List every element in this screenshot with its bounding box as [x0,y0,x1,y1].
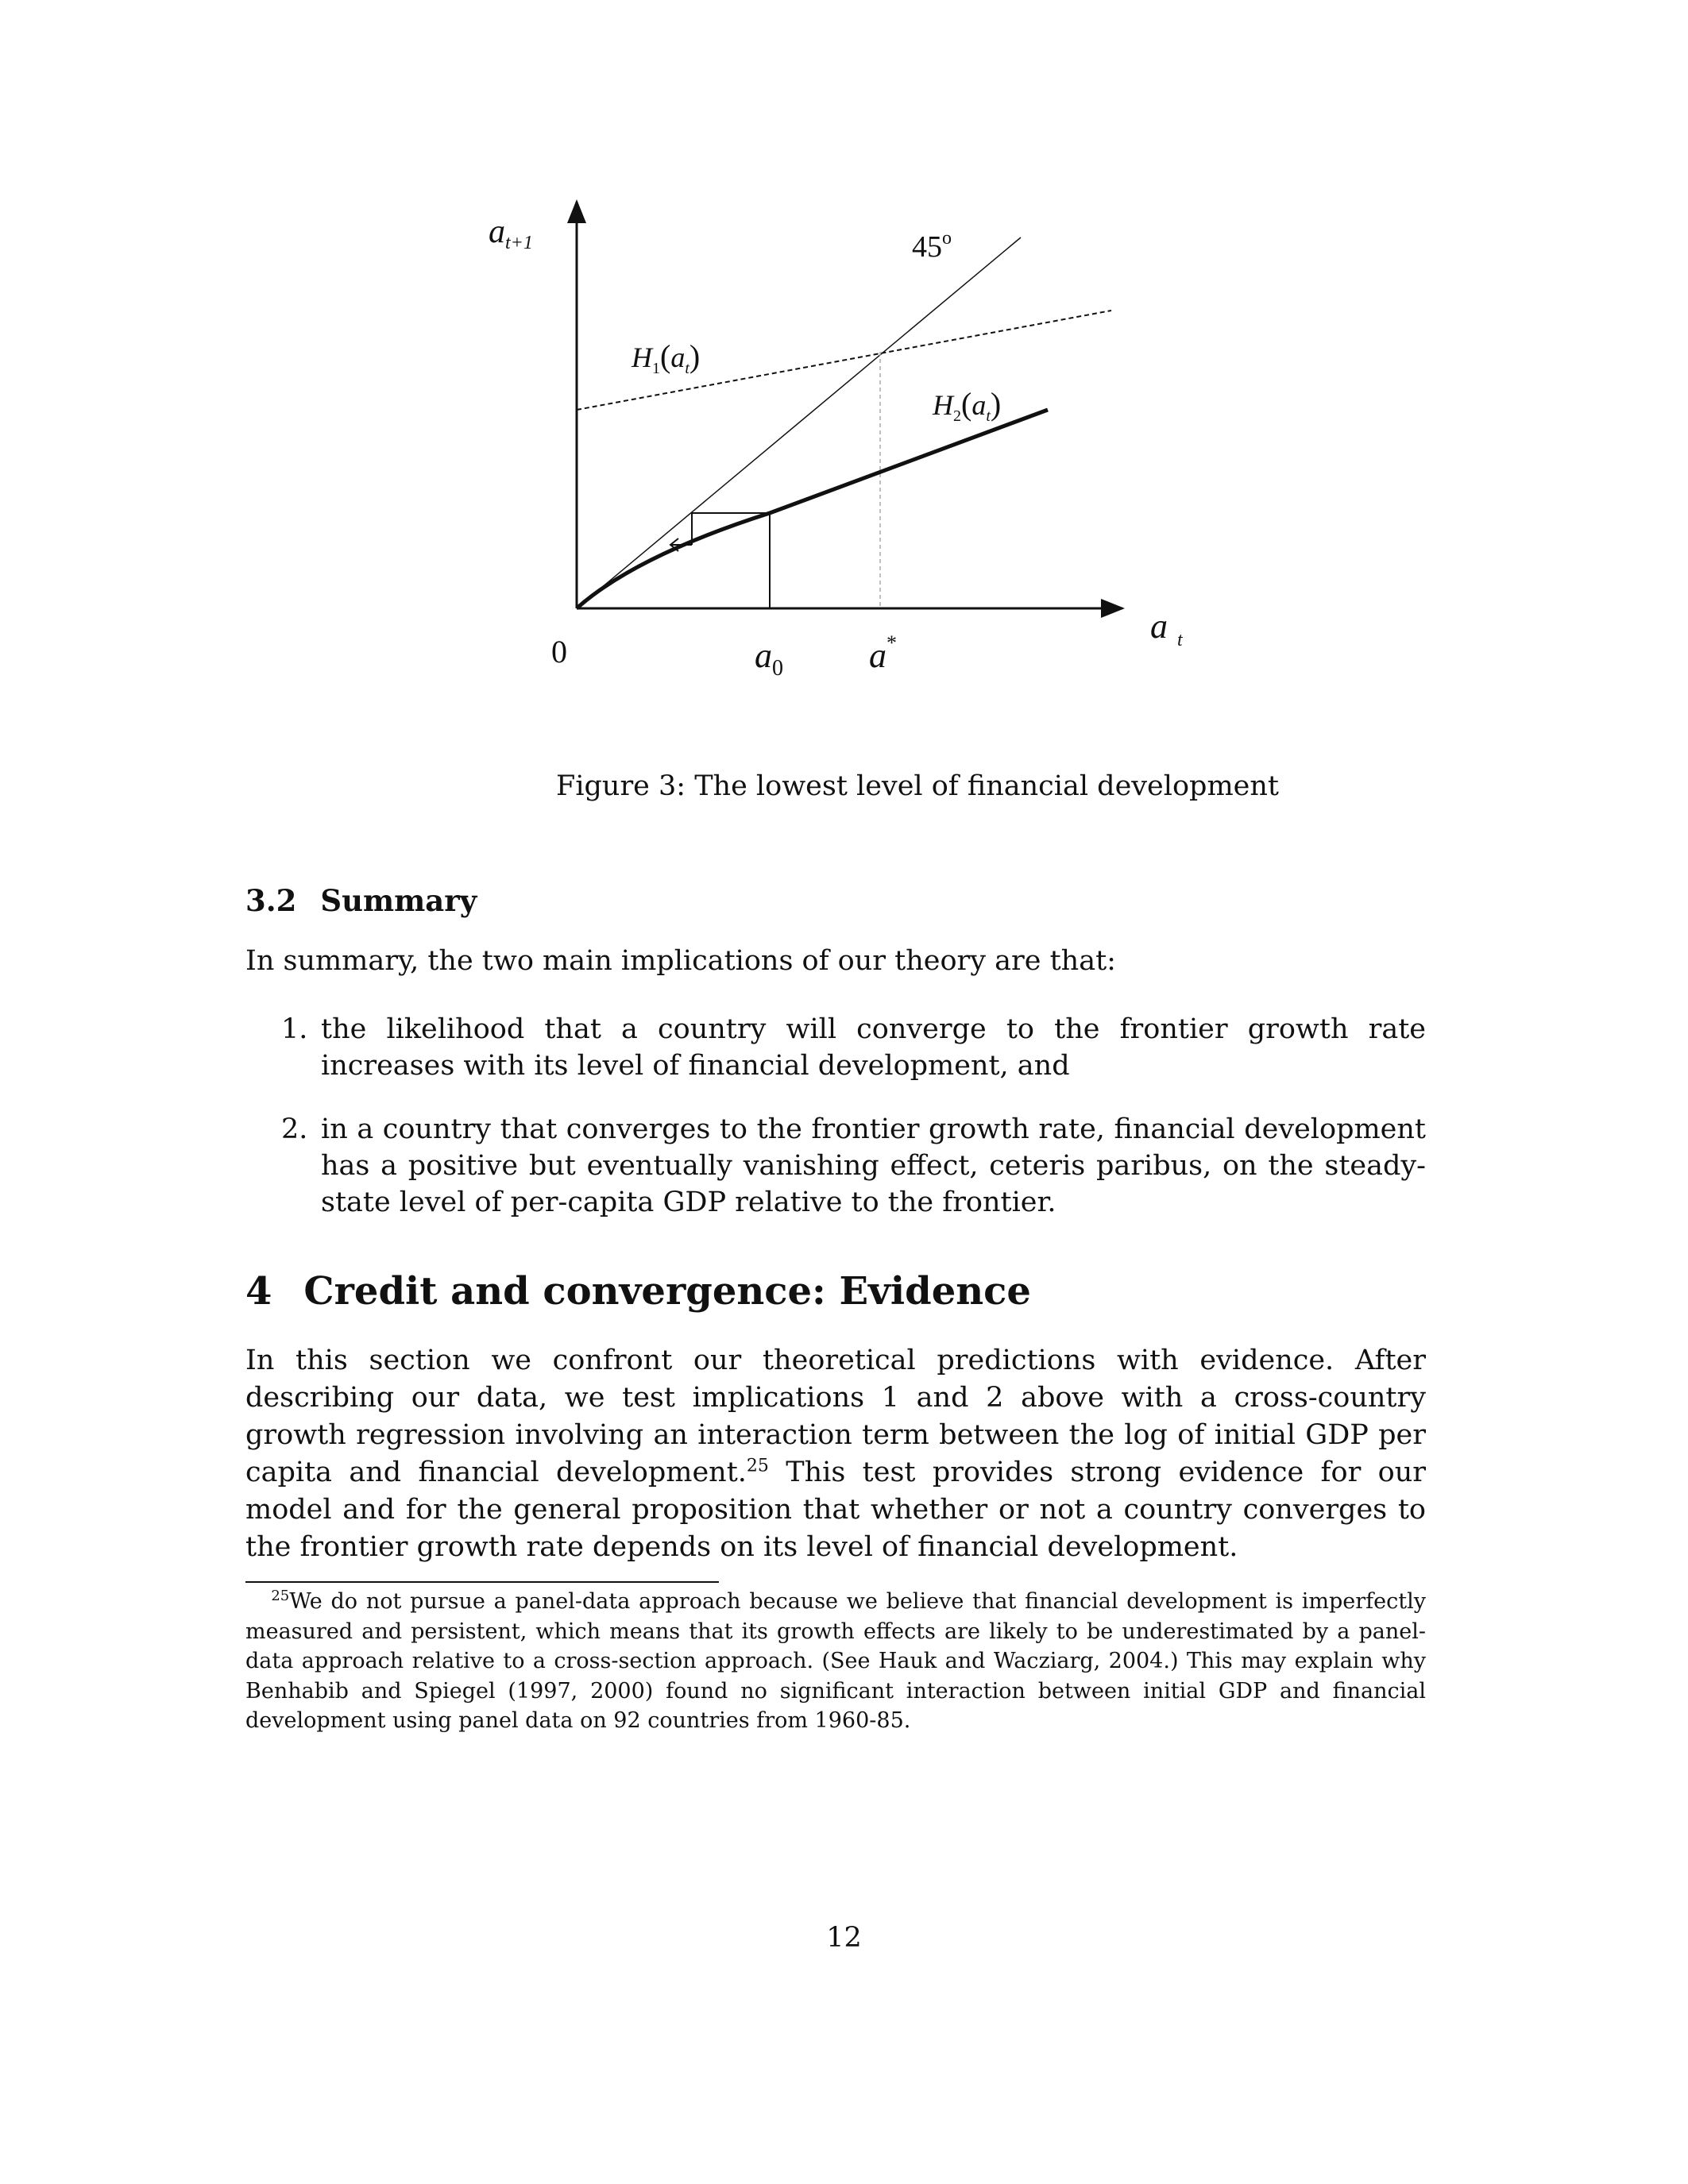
figure-3-diagram [0,0,1688,715]
deg-label: 45$^o$ [912,228,952,264]
footnote-rule [245,1581,719,1583]
footnote-ref[interactable]: 25 [746,1456,769,1476]
implication-1: 1. the likelihood that a country will converge to the frontier growth rate increases with its level of financial development, and [281,1013,1426,1082]
x-axis-label: a $_t$ [1150,607,1183,650]
h1-label: $H_1(a_t)$ [632,338,701,377]
section-heading: 4 Credit and convergence: Evidence [245,1269,1031,1314]
h2-curve [577,410,1048,608]
a0-label: $a_0$ [755,636,783,681]
origin-label: 0 [551,634,567,669]
section-paragraph: In this section we confront our theoretical predictions with evidence. After describing our data, we test implications 1 and 2 above with a cross-country growth regression involving an interaction term between the log of initial GDP per capita and financial development.$^{25}$ This test provides strong evidence for our model and for the general proposition that whether or not a country converges to the frontier growth rate depends on its level of financial development. [245,1345,1426,1563]
a-star-label: a* [869,631,897,675]
footnote: $^{25}$We do not pursue a panel-data approach because we believe that financial development is imperfectly measured and persistent, which means that its growth effects are likely to be underestimated by a panel-data approach relative to a cross-section approach. (See Hauk and Wacziarg, 2004.) This may explain why Benhabib and Spiegel (1997, 2000) found no significant interaction between initial GDP and financial development using panel data on 92 countries from 1960-85. [245,1588,1427,1733]
subsection-heading: 3.2 Summary [245,883,477,918]
y-axis-label: at+1 [489,214,533,253]
summary-intro: In summary, the two main implications of our theory are that: [245,945,1116,977]
h2-label: $H_2(a_t)$ [933,386,1002,425]
implication-2: 2. in a country that converges to the frontier growth rate, financial development has a positive but eventually vanishing effect, ceteris paribus, on the steady-state level of per-capita GDP relative to the frontier. [281,1113,1426,1218]
page-number: 12 [826,1922,862,1954]
figure-caption: Figure 3: The lowest level of financial development [556,770,1279,802]
